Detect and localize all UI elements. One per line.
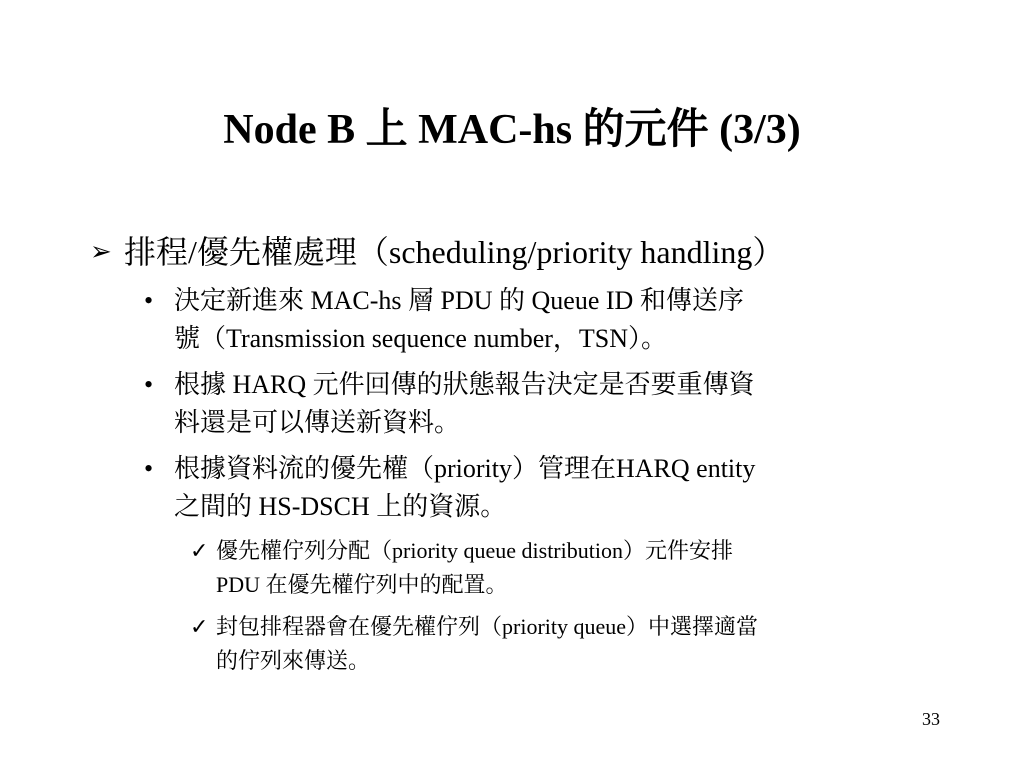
checkmark-icon: ✓ — [190, 614, 209, 639]
checkmark-icon: ✓ — [190, 538, 209, 563]
sub-bullet-line: 決定新進來 MAC-hs 層 PDU 的 Queue ID 和傳送序 — [174, 286, 744, 315]
sub-bullet-line: 根據 HARQ 元件回傳的狀態報告決定是否要重傳資 — [174, 370, 755, 399]
main-bullet — [90, 230, 950, 274]
arrow-bullet-icon: ➢ — [90, 237, 112, 266]
check-bullet-line: 的佇列來傳送。 — [216, 648, 371, 673]
sub-bullet-line: 料還是可以傳送新資料。 — [174, 408, 461, 437]
sub-bullet-line: 根據資料流的優先權（priority）管理在HARQ entity — [174, 454, 756, 483]
dot-bullet-icon: • — [144, 454, 154, 483]
sub-bullet-line: 之間的 HS-DSCH 上的資源。 — [174, 492, 507, 521]
sub-bullet-harq-status — [144, 366, 879, 442]
dot-bullet-icon: • — [144, 370, 154, 399]
page-number: 33 — [922, 709, 940, 729]
check-bullet-queue-distribution — [190, 534, 896, 602]
sub-bullet-priority — [144, 450, 879, 526]
check-bullet-line: PDU 在優先權佇列中的配置。 — [216, 572, 508, 597]
slide-content — [90, 230, 950, 678]
main-bullet-text: 排程/優先權處理（scheduling/priority handling） — [124, 234, 785, 270]
check-bullet-line: 封包排程器會在優先權佇列（priority queue）中選擇適當 — [216, 614, 759, 639]
check-bullet-line: 優先權佇列分配（priority queue distribution）元件安排 — [216, 538, 733, 563]
dot-bullet-icon: • — [144, 286, 154, 315]
check-bullet-packet-scheduler — [190, 610, 896, 678]
sub-bullet-queue-id — [144, 282, 879, 358]
slide-title: Node B 上 MAC-hs 的元件 (3/3) — [223, 107, 801, 153]
sub-bullet-line: 號（Transmission sequence number，TSN）。 — [174, 324, 668, 353]
